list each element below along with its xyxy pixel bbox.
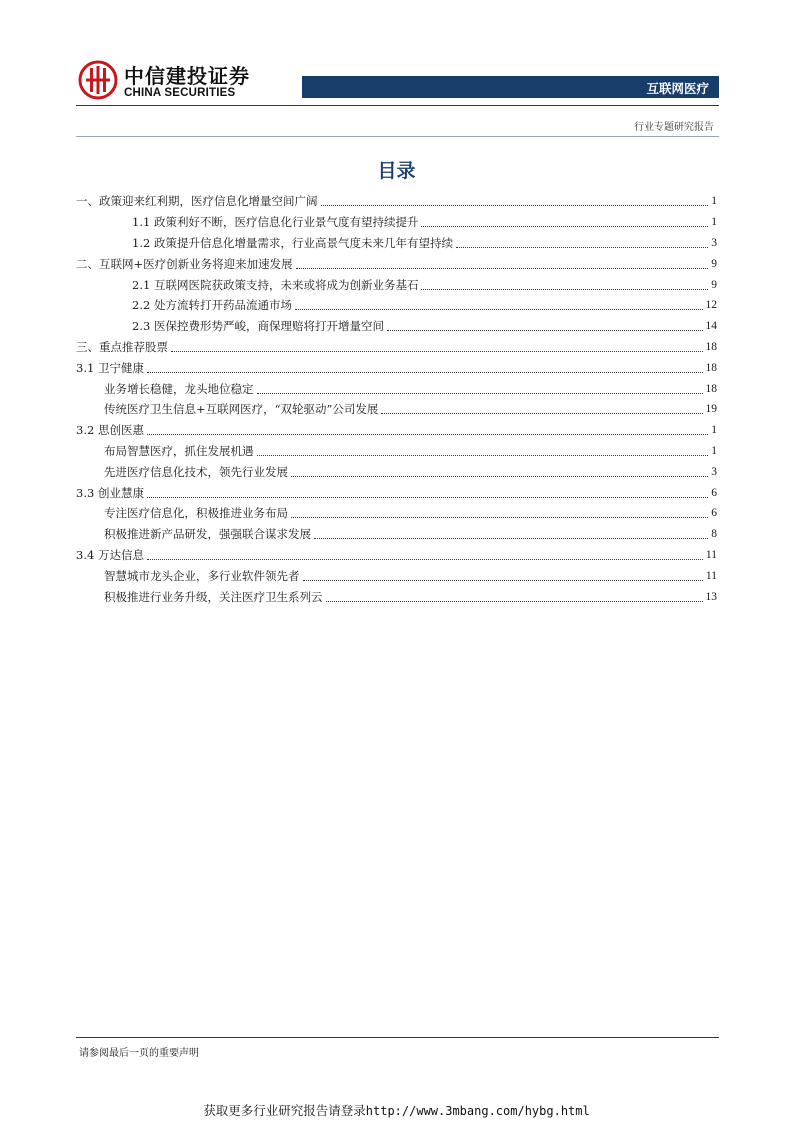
toc-entry[interactable] — [0, 524, 793, 545]
toc-entry[interactable] — [0, 316, 793, 337]
toc-entry[interactable] — [0, 586, 793, 607]
toc-dot-leader — [387, 329, 703, 331]
toc-entry-page: 1 — [711, 216, 717, 229]
toc-entry-page: 6 — [711, 507, 717, 520]
toc-entry-page: 12 — [705, 299, 717, 312]
toc-entry-page: 11 — [705, 569, 717, 582]
toc-dot-leader — [421, 288, 708, 290]
toc-entry-label: 3.4 万达信息 — [76, 547, 144, 562]
toc-title: 目录 — [377, 160, 416, 182]
toc-entry-page: 18 — [705, 340, 717, 353]
toc-entry[interactable] — [0, 461, 793, 482]
toc-entry-page: 1 — [711, 195, 717, 208]
promo-link[interactable]: http://www.3mbang.com/hybg.html — [365, 1104, 590, 1118]
toc-entry[interactable] — [0, 253, 793, 274]
toc-dot-leader — [326, 600, 703, 602]
toc-entry-page: 9 — [711, 278, 717, 291]
toc-entry[interactable] — [0, 441, 793, 462]
toc-entry-page: 1 — [711, 444, 717, 457]
toc-dot-leader — [421, 225, 708, 227]
toc-dot-leader — [147, 371, 703, 373]
toc-dot-leader — [381, 412, 702, 414]
toc-entry[interactable] — [0, 212, 793, 233]
toc-entry-label: 1.1 政策利好不断，医疗信息化行业景气度有望持续提升 — [132, 215, 419, 230]
toc-entry-page: 18 — [705, 382, 717, 395]
toc-entry-label: 先进医疗信息化技术，领先行业发展 — [104, 464, 288, 479]
toc-entry[interactable] — [0, 399, 793, 420]
toc-entry-label: 布局智慧医疗，抓住发展机遇 — [104, 443, 254, 458]
toc-entry[interactable] — [0, 545, 793, 566]
toc-dot-leader — [171, 350, 703, 352]
toc-entry[interactable] — [0, 191, 793, 212]
toc-entry[interactable] — [0, 233, 793, 254]
toc-entry[interactable] — [0, 420, 793, 441]
table-of-contents — [0, 191, 793, 607]
report-type-label: 行业专题研究报告 — [634, 122, 714, 133]
toc-entry-page: 11 — [705, 548, 717, 561]
logo-chinese-name: 中信建投证券 — [124, 64, 250, 88]
toc-entry-label: 2.3 医保控费形势严峻，商保理赔将打开增量空间 — [132, 319, 384, 334]
toc-entry-label: 3.1 卫宁健康 — [76, 360, 144, 375]
toc-entry-label: 积极推进新产品研发，强强联合谋求发展 — [104, 527, 311, 542]
toc-entry-label: 1.2 政策提升信息化增量需求，行业高景气度未来几年有望持续 — [132, 235, 453, 250]
toc-entry[interactable] — [0, 357, 793, 378]
logo-english-name: CHINA SECURITIES — [124, 87, 236, 99]
toc-entry-label: 积极推进行业务升级，关注医疗卫生系列云 — [104, 589, 323, 604]
toc-dot-leader — [303, 579, 703, 581]
promo-line — [0, 1101, 793, 1119]
toc-entry-page: 3 — [711, 465, 717, 478]
toc-dot-leader — [291, 475, 708, 477]
toc-entry-page: 3 — [711, 236, 717, 249]
toc-entry-page: 6 — [711, 486, 717, 499]
toc-dot-leader — [147, 496, 708, 498]
toc-entry-label: 2.2 处方流转打开药品流通市场 — [132, 298, 292, 313]
toc-entry[interactable] — [0, 295, 793, 316]
toc-entry-page: 19 — [705, 403, 717, 416]
footer-divider — [76, 1037, 719, 1038]
toc-dot-leader — [296, 267, 709, 269]
toc-entry-label: 传统医疗卫生信息+互联网医疗，“双轮驱动”公司发展 — [104, 402, 379, 417]
toc-dot-leader — [291, 516, 708, 518]
disclaimer-note: 请参阅最后一页的重要声明 — [79, 1048, 199, 1059]
toc-entry-page: 1 — [711, 424, 717, 437]
toc-entry[interactable] — [0, 274, 793, 295]
toc-entry-page: 18 — [705, 361, 717, 374]
toc-entry[interactable] — [0, 482, 793, 503]
toc-entry-label: 3.2 思创医惠 — [76, 423, 144, 438]
toc-entry-label: 智慧城市龙头企业，多行业软件领先者 — [104, 568, 300, 583]
toc-dot-leader — [257, 454, 709, 456]
report-type-divider — [76, 136, 719, 137]
toc-entry-label: 专注医疗信息化，积极推进业务布局 — [104, 506, 288, 521]
toc-dot-leader — [257, 392, 703, 394]
toc-entry-label: 3.3 创业慧康 — [76, 485, 144, 500]
toc-entry[interactable] — [0, 337, 793, 358]
toc-entry[interactable] — [0, 378, 793, 399]
toc-dot-leader — [321, 204, 709, 206]
toc-dot-leader — [147, 433, 708, 435]
toc-entry[interactable] — [0, 565, 793, 586]
company-logo — [78, 60, 258, 102]
header-section-bar — [302, 76, 719, 98]
toc-entry-label: 业务增长稳健，龙头地位稳定 — [104, 381, 254, 396]
toc-entry-page: 13 — [705, 590, 717, 603]
toc-entry[interactable] — [0, 503, 793, 524]
toc-entry-page: 9 — [711, 257, 717, 270]
toc-dot-leader — [456, 246, 708, 248]
toc-entry-label: 三、重点推荐股票 — [76, 339, 168, 354]
china-securities-logo-icon — [78, 60, 118, 100]
toc-dot-leader — [314, 537, 708, 539]
toc-entry-page: 8 — [711, 528, 717, 541]
promo-text: 获取更多行业研究报告请登录 — [203, 1103, 366, 1118]
toc-entry-label: 一、政策迎来红利期，医疗信息化增量空间广阔 — [76, 194, 318, 209]
toc-entry-label: 2.1 互联网医院获政策支持，未来或将成为创新业务基石 — [132, 277, 419, 292]
toc-entry-label: 二、互联网+医疗创新业务将迎来加速发展 — [76, 256, 293, 271]
section-label: 互联网医疗 — [646, 81, 709, 96]
toc-entry-page: 14 — [705, 320, 717, 333]
toc-dot-leader — [295, 308, 703, 310]
header-divider — [76, 105, 719, 106]
toc-dot-leader — [147, 558, 703, 560]
